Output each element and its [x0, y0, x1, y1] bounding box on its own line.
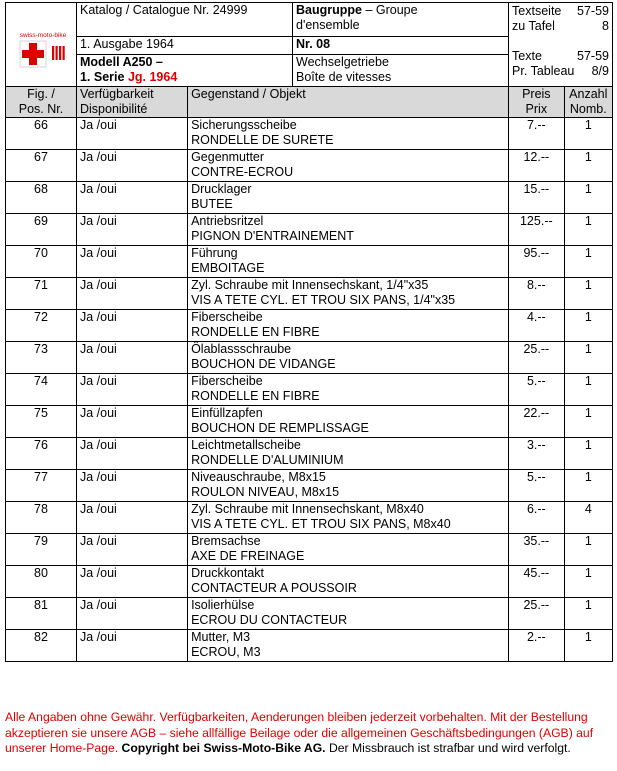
price-cell: 4.-- [509, 310, 565, 342]
object-de: Führung [191, 246, 238, 260]
object-de: Zyl. Schraube mit Innensechskant, M8x40 [191, 502, 424, 516]
object-cell [188, 502, 509, 534]
col-fig: Fig. / Pos. Nr. [6, 87, 77, 118]
object-fr: RONDELLE DE SURETE [191, 133, 334, 147]
quantity-cell: 1 [564, 374, 612, 406]
object-de: Leichtmetallscheibe [191, 438, 301, 452]
logo-cell [6, 3, 77, 87]
quantity-cell: 1 [564, 630, 612, 662]
price-cell: 7.-- [509, 118, 565, 150]
object-fr: BUTEE [191, 197, 233, 211]
fig-cell: 81 [6, 598, 77, 630]
catalog-table [5, 2, 613, 662]
fig-cell: 66 [6, 118, 77, 150]
price-cell: 15.-- [509, 182, 565, 214]
catalog-number: Katalog / Catalogue Nr. 24999 [76, 3, 292, 37]
table-row [6, 342, 613, 374]
price-cell: 3.-- [509, 438, 565, 470]
object-de: Bremsachse [191, 534, 261, 548]
object-de: Isolierhülse [191, 598, 255, 612]
quantity-cell: 1 [564, 534, 612, 566]
object-cell [188, 598, 509, 630]
availability-cell: Ja /oui [76, 374, 187, 406]
col-price: Preis Prix [509, 87, 565, 118]
object-cell [188, 246, 509, 278]
price-cell: 35.-- [509, 534, 565, 566]
fig-cell: 77 [6, 470, 77, 502]
availability-cell: Ja /oui [76, 150, 187, 182]
object-de: Niveauschraube, M8x15 [191, 470, 326, 484]
fig-cell: 72 [6, 310, 77, 342]
quantity-cell: 1 [564, 342, 612, 374]
group-number: Nr. 08 [293, 37, 509, 55]
object-fr: ECROU, M3 [191, 645, 261, 659]
series-year: Jg. 1964 [127, 70, 178, 84]
object-fr: RONDELLE EN FIBRE [191, 325, 320, 339]
object-fr: AXE DE FREINAGE [191, 549, 305, 563]
price-cell: 45.-- [509, 566, 565, 598]
footer-disclaimer [5, 710, 615, 757]
fig-cell: 76 [6, 438, 77, 470]
availability-cell: Ja /oui [76, 598, 187, 630]
table-row [6, 438, 613, 470]
object-cell [188, 534, 509, 566]
table-row [6, 598, 613, 630]
availability-cell: Ja /oui [76, 118, 187, 150]
fig-cell: 74 [6, 374, 77, 406]
object-de: Ölablassschraube [191, 342, 292, 356]
disclaimer-text: Alle Angaben ohne Gewähr. Verfügbarkeiten, Aenderungen bleiben jederzeit vorbehalten. Mit der Bestellung akzeptieren sie unsere AGB – siehe allfällige Beilage oder die allgemeinen Geschäftsbedingungen (AGB) auf unserer Home-Page. [5, 710, 594, 755]
object-cell [188, 118, 509, 150]
fig-cell: 68 [6, 182, 77, 214]
table-row [6, 566, 613, 598]
price-cell: 12.-- [509, 150, 565, 182]
price-cell: 5.-- [509, 470, 565, 502]
swiss-moto-bike-logo [12, 29, 74, 69]
table-row [6, 374, 613, 406]
object-cell [188, 214, 509, 246]
table-row [6, 630, 613, 662]
object-de: Fiberscheibe [191, 374, 263, 388]
object-fr: BOUCHON DE REMPLISSAGE [191, 421, 369, 435]
price-cell: 2.-- [509, 630, 565, 662]
quantity-cell: 1 [564, 406, 612, 438]
availability-cell: Ja /oui [76, 182, 187, 214]
table-row [6, 406, 613, 438]
group-title: Baugruppe – Groupe d'ensemble [293, 3, 509, 37]
object-de: Zyl. Schraube mit Innensechskant, 1/4"x35 [191, 278, 429, 292]
object-cell [188, 310, 509, 342]
col-quantity: Anzahl Nomb. [564, 87, 612, 118]
object-cell [188, 278, 509, 310]
availability-cell: Ja /oui [76, 470, 187, 502]
model: Modell A250 – 1. Serie Jg. 1964 [76, 55, 292, 87]
quantity-cell: 1 [564, 214, 612, 246]
fig-cell: 73 [6, 342, 77, 374]
fig-cell: 80 [6, 566, 77, 598]
quantity-cell: 1 [564, 182, 612, 214]
quantity-cell: 1 [564, 118, 612, 150]
fig-cell: 71 [6, 278, 77, 310]
object-fr: EMBOITAGE [191, 261, 265, 275]
availability-cell: Ja /oui [76, 406, 187, 438]
table-row [6, 246, 613, 278]
object-de: Fiberscheibe [191, 310, 263, 324]
object-de: Mutter, M3 [191, 630, 251, 644]
object-de: Sicherungsscheibe [191, 118, 297, 132]
object-de: Einfüllzapfen [191, 406, 263, 420]
object-cell [188, 374, 509, 406]
availability-cell: Ja /oui [76, 438, 187, 470]
object-fr: BOUCHON DE VIDANGE [191, 357, 336, 371]
price-cell: 6.-- [509, 502, 565, 534]
quantity-cell: 1 [564, 598, 612, 630]
object-fr: ROULON NIVEAU, M8x15 [191, 485, 340, 499]
quantity-cell: 1 [564, 566, 612, 598]
group-name: Wechselgetriebe Boîte de vitesses [293, 55, 509, 87]
price-cell: 22.-- [509, 406, 565, 438]
availability-cell: Ja /oui [76, 214, 187, 246]
object-fr: ECROU DU CONTACTEUR [191, 613, 348, 627]
quantity-cell: 4 [564, 502, 612, 534]
object-cell [188, 438, 509, 470]
object-fr: VIS A TETE CYL. ET TROU SIX PANS, M8x40 [191, 517, 451, 531]
price-cell: 8.-- [509, 278, 565, 310]
table-row [6, 278, 613, 310]
availability-cell: Ja /oui [76, 246, 187, 278]
price-cell: 125.-- [509, 214, 565, 246]
fig-cell: 78 [6, 502, 77, 534]
quantity-cell: 1 [564, 310, 612, 342]
quantity-cell: 1 [564, 278, 612, 310]
table-row [6, 502, 613, 534]
availability-cell: Ja /oui [76, 566, 187, 598]
object-fr: CONTACTEUR A POUSSOIR [191, 581, 357, 595]
table-row [6, 150, 613, 182]
quantity-cell: 1 [564, 438, 612, 470]
logo-text: swiss-moto-bike [19, 32, 67, 39]
object-fr: PIGNON D'ENTRAINEMENT [191, 229, 354, 243]
availability-cell: Ja /oui [76, 278, 187, 310]
edition: 1. Ausgabe 1964 [76, 37, 292, 55]
object-fr: RONDELLE EN FIBRE [191, 389, 320, 403]
object-cell [188, 182, 509, 214]
object-cell [188, 470, 509, 502]
object-fr: VIS A TETE CYL. ET TROU SIX PANS, 1/4"x35 [191, 293, 456, 307]
quantity-cell: 1 [564, 150, 612, 182]
copyright-text: Copyright bei Swiss-Moto-Bike AG. [121, 741, 326, 755]
misuse-text: Der Missbrauch ist strafbar und wird verfolgt. [325, 741, 571, 755]
object-cell [188, 630, 509, 662]
object-de: Gegenmutter [191, 150, 265, 164]
table-row [6, 310, 613, 342]
availability-cell: Ja /oui [76, 534, 187, 566]
table-row [6, 534, 613, 566]
col-availability: Verfügbarkeit Disponibilité [76, 87, 187, 118]
col-object: Gegenstand / Objekt [188, 87, 509, 118]
table-row [6, 470, 613, 502]
table-row [6, 182, 613, 214]
object-de: Antriebsritzel [191, 214, 264, 228]
fig-cell: 70 [6, 246, 77, 278]
availability-cell: Ja /oui [76, 310, 187, 342]
fig-cell: 69 [6, 214, 77, 246]
price-cell: 5.-- [509, 374, 565, 406]
table-row [6, 118, 613, 150]
availability-cell: Ja /oui [76, 630, 187, 662]
object-de: Druckkontakt [191, 566, 265, 580]
availability-cell: Ja /oui [76, 502, 187, 534]
object-de: Drucklager [191, 182, 252, 196]
parts-list [6, 118, 613, 662]
availability-cell: Ja /oui [76, 342, 187, 374]
table-row [6, 214, 613, 246]
price-cell: 25.-- [509, 598, 565, 630]
object-cell [188, 406, 509, 438]
fig-cell: 75 [6, 406, 77, 438]
object-fr: RONDELLE D'ALUMINIUM [191, 453, 344, 467]
price-cell: 95.-- [509, 246, 565, 278]
fig-cell: 67 [6, 150, 77, 182]
price-cell: 25.-- [509, 342, 565, 374]
object-cell [188, 342, 509, 374]
object-cell [188, 566, 509, 598]
object-cell [188, 150, 509, 182]
quantity-cell: 1 [564, 470, 612, 502]
page-reference: Textseite 57-59 zu Tafel 8 Texte 57-59 Pr. Tableau 8/9 [509, 3, 613, 87]
fig-cell: 79 [6, 534, 77, 566]
object-fr: CONTRE-ECROU [191, 165, 294, 179]
quantity-cell: 1 [564, 246, 612, 278]
fig-cell: 82 [6, 630, 77, 662]
